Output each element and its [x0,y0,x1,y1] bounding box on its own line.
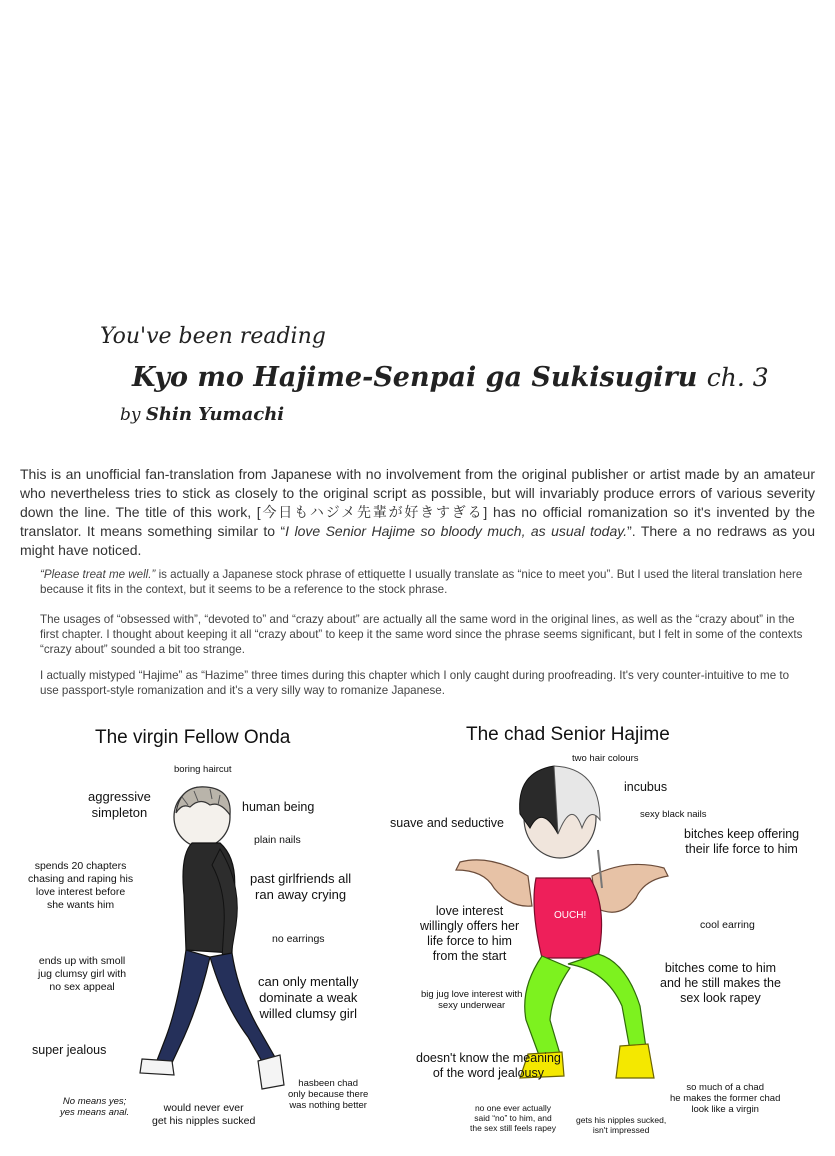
note-phrase: “Please treat me well.” [40,568,156,581]
chad-label-earring: cool earring [700,919,755,931]
virgin-label-nipples: would never ever get his nipples sucked [152,1102,256,1127]
virgin-label-no-means: No means yes; yes means anal. [60,1096,130,1118]
note-stock-phrase [40,567,810,597]
chad-label-gets-nipples: gets his nipples sucked, isn't impressed [576,1115,667,1135]
reading-label: You've been reading [100,324,326,349]
work-title-text: Kyo mo Hajime-Senpai ga Sukisugiru [132,362,698,393]
byline [120,404,284,425]
work-title [132,362,769,393]
chad-label-so-much: so much of a chad he makes the former chad look like a virgin [670,1082,781,1115]
virgin-label-haircut: boring haircut [174,764,232,775]
author-name: Shin Yumachi [145,404,285,425]
chad-label-love-interest: love interest willingly offers her life force to him from the start [420,904,520,963]
note-romanization: I actually mistyped “Hajime” as “Hazime” three times during this chapter which I only caught during proofreading. It's very counter-intuitive to me to use passport-style romanization and it's a very silly way to romanize Japanese. [40,669,790,697]
chad-label-colours: two hair colours [572,753,639,764]
chad-label-big-jug: big jug love interest with sexy underwear [421,989,523,1011]
chad-label-bitches-offer: bitches keep offering their life force to him [684,827,800,856]
note-usages: The usages of “obsessed with”, “devoted to” and “crazy about” are actually all the same word in the original lines, as well as the “crazy about” in the first chapter. I thought about keeping it all “crazy about” to keep it the same word since the phrase seems significant, but I felt in some of the contexts “crazy about” sounded a bit too strange. [40,613,803,656]
intro-text-2: has no official romanization so it's invented by the translator. It means something similar to “ [20,504,815,539]
note-1-text: is actually a Japanese stock phrase of ettiquette I usually translate as “nice to meet you”. But I used the literal translation here because it fits in the context, but it seems to be a reference to the stock phrase. [40,568,803,596]
chad-title: The chad Senior Hajime [466,724,670,745]
chad-label-suave: suave and seductive [390,816,504,830]
virgin-label-jealous: super jealous [32,1043,107,1057]
intro-jp-title: [今日もハジメ先輩が好きすぎる] [256,504,488,520]
chad-shirt-text: OUCH! [554,910,587,921]
virgin-label-spends: spends 20 chapters chasing and raping his love interest before she wants him [28,860,134,911]
virgin-label-past-gf: past girlfriends all ran away crying [250,871,352,902]
intro-paragraph [20,465,815,560]
virgin-label-ends-up: ends up with smoll jug clumsy girl with no sex appeal [38,955,127,993]
intro-text-1: This is an unofficial fan-translation from Japanese with no involvement from the original publisher or artist made by an amateur who nevertheless tries to stick as closely to the original script as possible, but will invariably produce errors of various severity down the line. The title of this work, [20,466,815,520]
by-prefix: by [120,405,141,425]
virgin-label-human: human being [242,800,315,814]
virgin-title: The virgin Fellow Onda [95,727,291,748]
intro-closing: ”. There a no redraws as you might have noticed. [20,523,815,558]
chad-label-jealousy: doesn't know the meaning of the word jealousy [416,1051,561,1080]
intro-meaning: I love Senior Hajime so bloody much, as usual today. [285,523,628,539]
virgin-label-aggressive: aggressive simpleton [88,789,151,820]
virgin-label-dominate: can only mentally dominate a weak willed clumsy girl [258,974,359,1021]
virgin-label-nails: plain nails [254,834,301,846]
virgin-label-earrings: no earrings [272,933,325,945]
chad-label-nails: sexy black nails [640,809,707,820]
chapter-label: ch. 3 [706,363,769,392]
chad-label-incubus: incubus [624,780,668,794]
virgin-label-hasbeen: hasbeen chad only because there was nothing better [288,1078,369,1111]
chad-label-bitches-come: bitches come to him and he still makes the sex look rapey [660,961,781,1005]
chad-label-no-one: no one ever actually said “no” to him, and the sex still feels rapey [470,1103,556,1133]
